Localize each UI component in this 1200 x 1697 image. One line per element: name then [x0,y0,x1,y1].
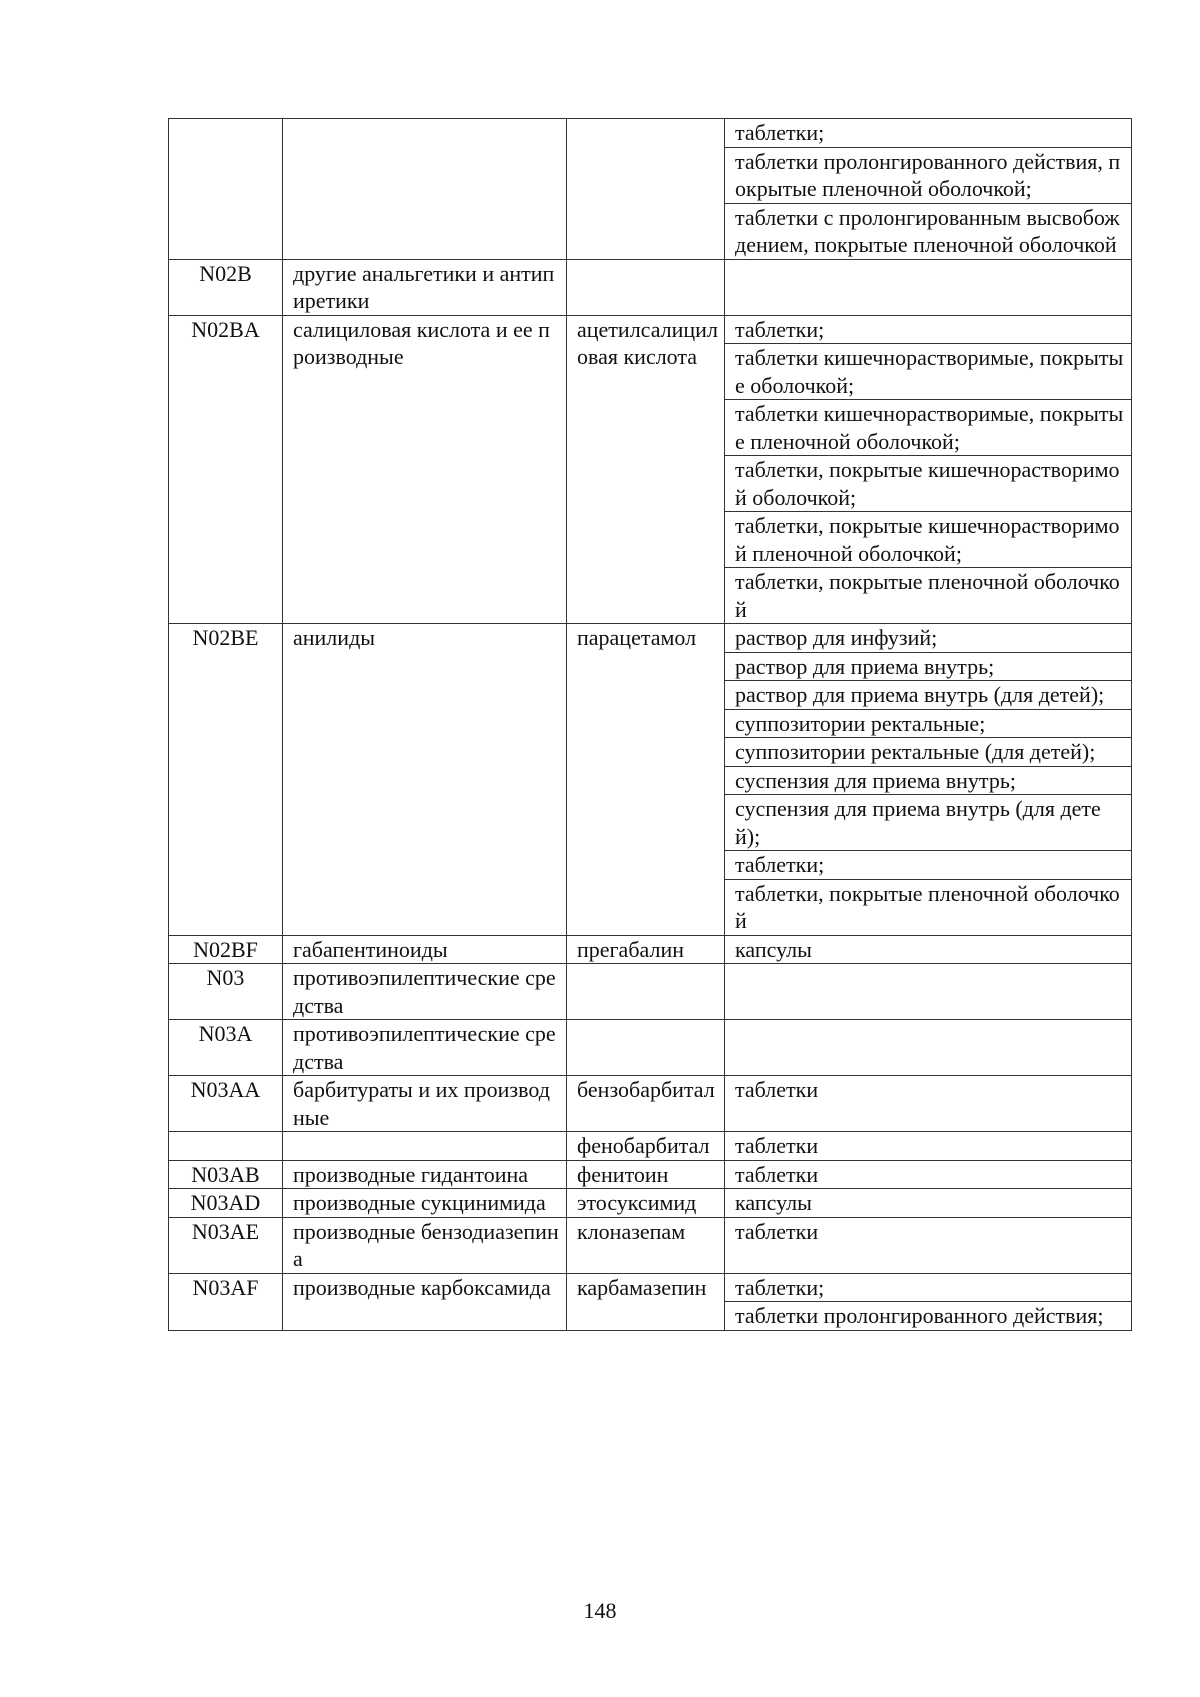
dosage-form: раствор для приема внутрь (для детей); [725,680,1131,709]
group-name-cell [283,119,567,260]
dosage-form: суппозитории ректальные; [725,709,1131,738]
group-name-cell [283,1132,567,1161]
table-row [169,119,1132,260]
group-name-cell: барбитураты и их производные [283,1076,567,1132]
table-row [169,1020,1132,1076]
atc-code-cell: N03AE [169,1217,283,1273]
inn-cell: прегабалин [567,935,725,964]
inn-cell: ацетилсалициловая кислота [567,315,725,624]
atc-code-cell: N03AF [169,1273,283,1330]
dosage-forms-cell [725,1132,1132,1161]
atc-code-cell: N03AB [169,1160,283,1189]
atc-code-cell: N02BA [169,315,283,624]
table-row [169,964,1132,1020]
dosage-forms-cell [725,259,1132,315]
dosage-form: капсулы [735,1190,812,1215]
group-name-cell: анилиды [283,624,567,936]
table-row [169,935,1132,964]
dosage-form: таблетки [735,1161,819,1187]
table-row [169,315,1132,624]
group-name-cell: производные гидантоина [283,1160,567,1189]
table-row [169,1189,1132,1218]
dosage-form: суспензия для приема внутрь; [725,766,1131,795]
atc-code-cell: N02BF [169,935,283,964]
table-row [169,1273,1132,1330]
dosage-forms-cell [725,1217,1132,1273]
dosage-form: таблетки; [735,316,825,342]
dosage-forms-cell [725,1076,1132,1132]
inn-cell [567,964,725,1020]
dosage-forms-cell [725,935,1132,964]
dosage-form: таблетки пролонгированного действия, покрытые пленочной оболочкой; [725,147,1131,203]
table-row [169,1132,1132,1161]
inn-cell: парацетамол [567,624,725,936]
group-name-cell: габапентиноиды [283,935,567,964]
table-row [169,1160,1132,1189]
group-name-cell: производные сукцинимида [283,1189,567,1218]
dosage-form: таблетки, покрытые пленочной оболочкой [725,567,1131,623]
atc-code-cell: N02BE [169,624,283,936]
dosage-form: таблетки с пролонгированным высвобождением, покрытые пленочной оболочкой [725,203,1131,259]
table-row [169,624,1132,936]
dosage-form: суспензия для приема внутрь (для детей); [725,794,1131,850]
inn-cell: бензобарбитал [567,1076,725,1132]
atc-code-cell: N02B [169,259,283,315]
dosage-forms-cell [725,1160,1132,1189]
inn-cell: клоназепам [567,1217,725,1273]
atc-code-cell: N03 [169,964,283,1020]
dosage-form [725,1020,1131,1048]
inn-cell: фенобарбитал [567,1132,725,1161]
dosage-forms-cell [725,119,1132,260]
inn-cell [567,119,725,260]
dosage-form: раствор для инфузий; [735,625,938,650]
dosage-form: капсулы [735,936,812,962]
group-name-cell: салициловая кислота и ее производные [283,315,567,624]
dosage-form: таблетки; [735,120,825,145]
dosage-form: таблетки кишечнорастворимые, покрытые оболочкой; [725,343,1131,399]
group-name-cell: противоэпилептические средства [283,964,567,1020]
dosage-forms-cell [725,1020,1132,1076]
inn-cell [567,259,725,315]
inn-cell: этосуксимид [567,1189,725,1218]
table-row [169,1076,1132,1132]
page-number: 148 [583,1598,617,1623]
dosage-form: таблетки пролонгированного действия; [725,1301,1131,1330]
inn-cell [567,1020,725,1076]
dosage-form: таблетки [735,1218,819,1244]
dosage-form: суппозитории ректальные (для детей); [725,737,1131,766]
dosage-form: таблетки [735,1077,819,1102]
drug-table [168,118,1132,1331]
group-name-cell: другие анальгетики и антипиретики [283,259,567,315]
dosage-form: таблетки, покрытые кишечнорастворимой оболочкой; [725,455,1131,511]
dosage-forms-cell [725,1189,1132,1218]
atc-code-cell: N03A [169,1020,283,1076]
dosage-form [725,260,1131,288]
table-row [169,259,1132,315]
atc-code-cell: N03AD [169,1189,283,1218]
dosage-forms-cell [725,315,1132,624]
dosage-form: таблетки кишечнорастворимые, покрытые пленочной оболочкой; [725,399,1131,455]
dosage-form: таблетки, покрытые пленочной оболочкой [725,879,1131,935]
dosage-forms-cell [725,624,1132,936]
dosage-form: таблетки; [725,850,1131,879]
dosage-forms-cell [725,1273,1132,1330]
group-name-cell: производные карбоксамида [283,1273,567,1330]
inn-cell: карбамазепин [567,1273,725,1330]
inn-cell: фенитоин [567,1160,725,1189]
group-name-cell: производные бензодиазепина [283,1217,567,1273]
atc-code-cell [169,1132,283,1161]
dosage-form: таблетки, покрытые кишечнорастворимой пленочной оболочкой; [725,511,1131,567]
dosage-form: таблетки; [735,1274,825,1300]
dosage-form: таблетки [735,1133,819,1158]
table-row [169,1217,1132,1273]
group-name-cell: противоэпилептические средства [283,1020,567,1076]
atc-code-cell [169,119,283,260]
dosage-form [725,964,1131,992]
atc-code-cell: N03AA [169,1076,283,1132]
dosage-form: раствор для приема внутрь; [725,652,1131,681]
dosage-forms-cell [725,964,1132,1020]
